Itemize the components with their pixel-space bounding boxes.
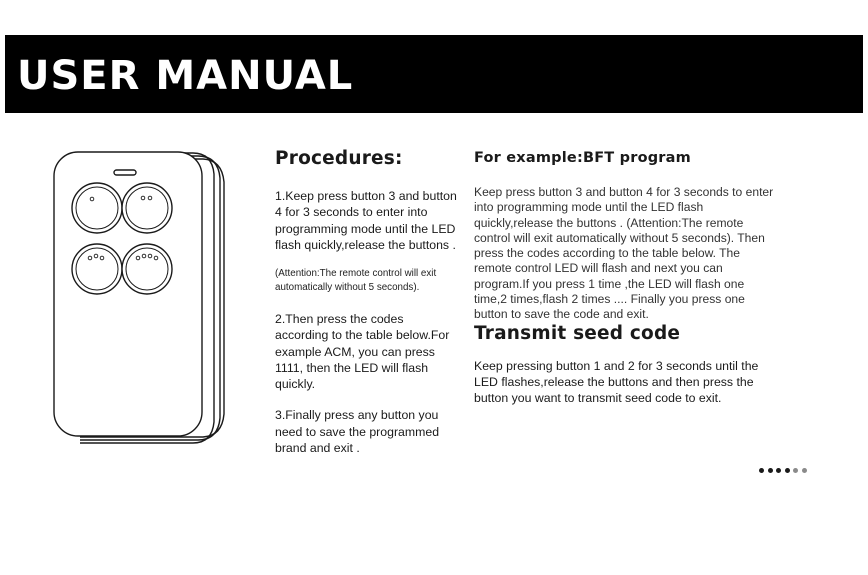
procedure-step-1: 1.Keep press button 3 and button 4 for 3 seconds to enter into programming mode until the LED flash quickly,release the buttons . — [275, 189, 457, 252]
page-indicator — [759, 468, 807, 473]
remote-button-3 — [72, 244, 122, 294]
remote-control-illustration — [50, 148, 225, 444]
procedures-heading: Procedures: — [275, 148, 403, 169]
page-dot — [759, 468, 764, 473]
transmit-heading: Transmit seed code — [474, 322, 681, 344]
page-dot — [802, 468, 807, 473]
page-dot — [785, 468, 790, 473]
transmit-body: Keep pressing button 1 and 2 for 3 seconds until the LED flashes,release the buttons and then press the button you want to transmit seed code to exit. — [474, 358, 759, 406]
page-dot — [776, 468, 781, 473]
page-dot — [793, 468, 798, 473]
example-heading: For example:BFT program — [474, 150, 691, 166]
example-body: Keep press button 3 and button 4 for 3 seconds to enter into programming mode until the LED flash quickly,release the buttons . (Attention:The remote control will exit automatically without 5 seconds). Then press the codes according to the table below. The remote control LED will flash and next you can program.If you press 1 time ,the LED will flash one time,2 times,flash 2 times .... Finally you press one button to save the code and exit. — [474, 185, 774, 322]
remote-button-1 — [72, 183, 122, 233]
remote-button-4 — [122, 244, 172, 294]
procedures-section — [275, 148, 460, 456]
page-dot — [768, 468, 773, 473]
remote-button-2 — [122, 183, 172, 233]
procedure-step-2: 2.Then press the codes according to the table below.For example ACM, you can press 1111, then the LED will flash quickly. — [275, 312, 450, 392]
title-banner — [5, 35, 863, 113]
procedure-step-3: 3.Finally press any button you need to save the programmed brand and exit . — [275, 408, 440, 456]
page-title: USER MANUAL — [17, 53, 354, 99]
procedure-attention-note: (Attention:The remote control will exit automatically without 5 seconds). — [275, 268, 437, 293]
example-section — [474, 150, 774, 407]
